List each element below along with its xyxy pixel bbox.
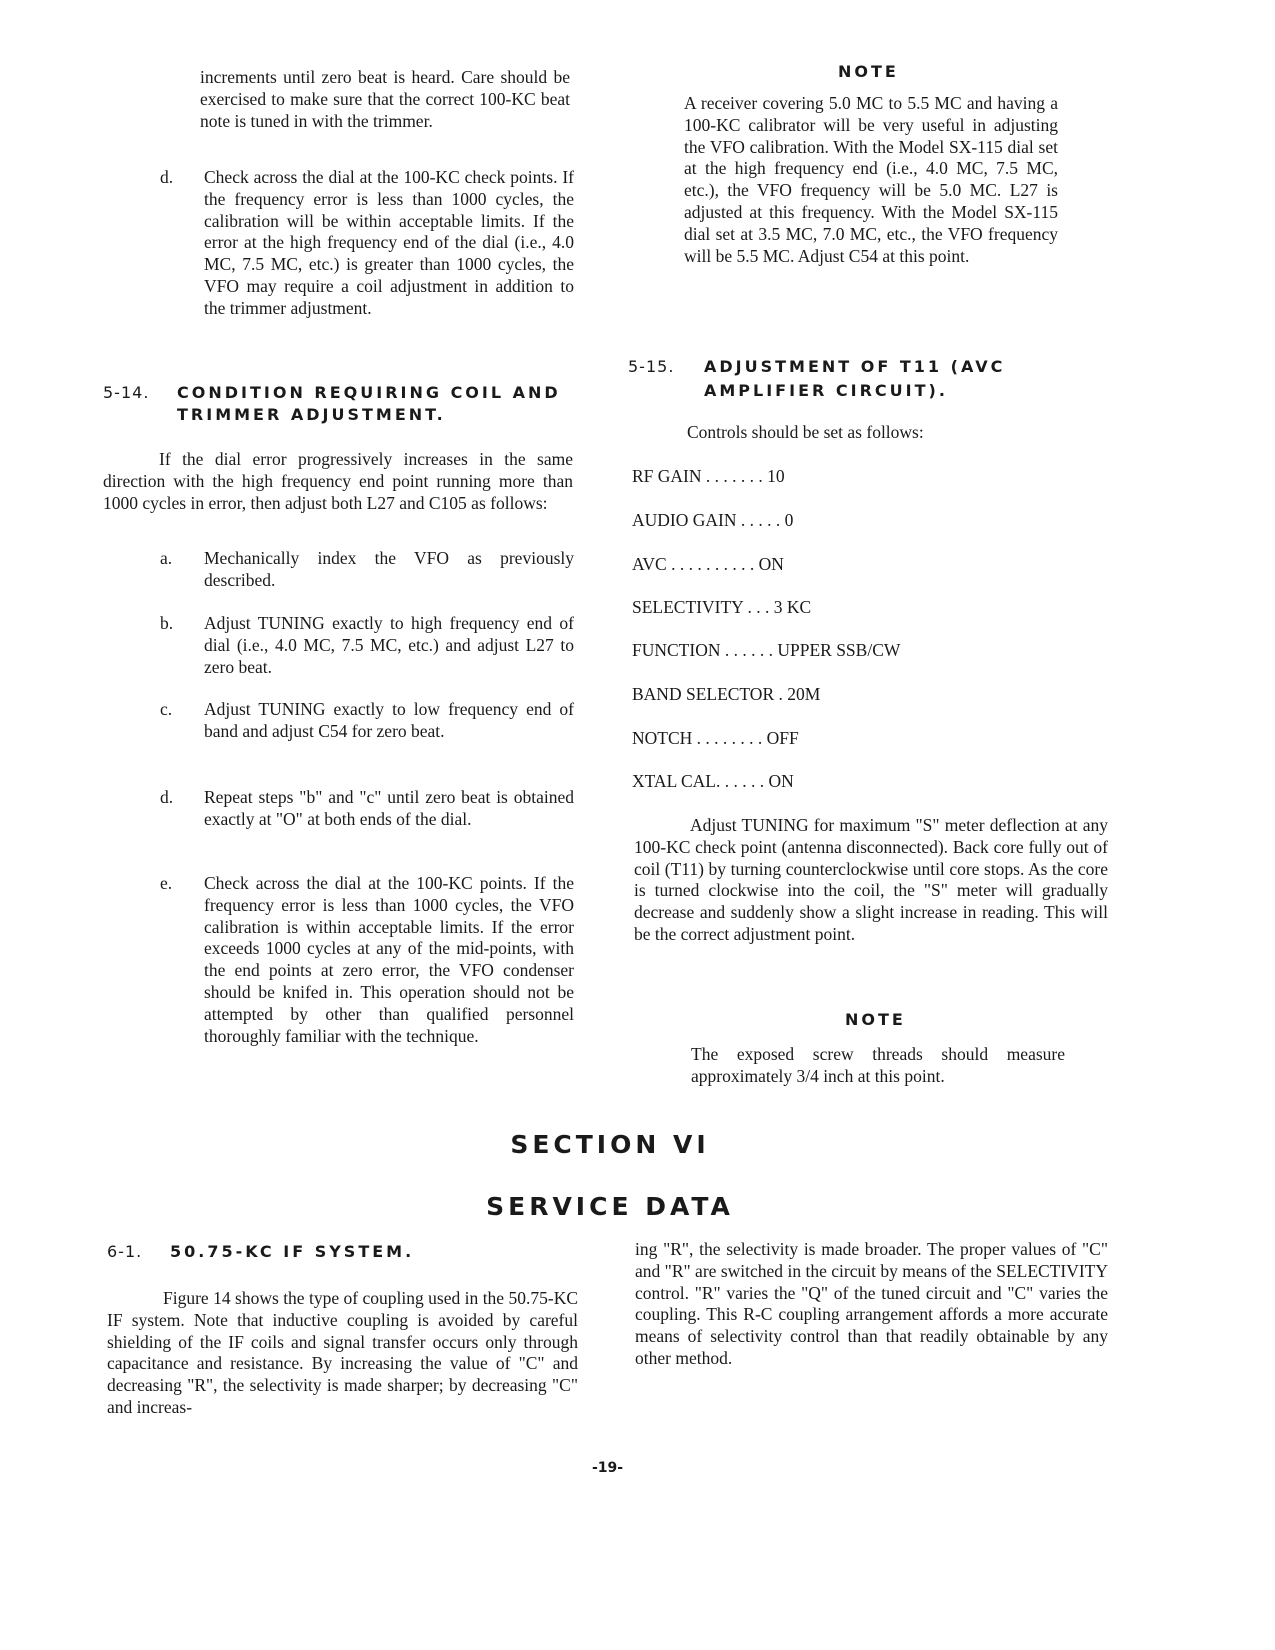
heading-6-1: 6-1. 50.75-KC IF SYSTEM. [107, 1242, 415, 1261]
if-system-paragraph: Figure 14 shows the type of coupling used in the 50.75-KC IF system. Note that inductive coupling is avoided by careful shielding of the IF coils and signal transfer occurs only through capacitance and resistance. By increasing the value of "C" and decreasing "R", the selectivity is made sharper; by decreasing "C" and increas- [107, 1288, 578, 1417]
setting-band-selector: BAND SELECTOR . 20M [632, 684, 821, 704]
setting-function: FUNCTION . . . . . . UPPER SSB/CW [632, 640, 901, 660]
setting-avc: AVC . . . . . . . . . . ON [632, 554, 784, 574]
heading-5-14: 5-14. CONDITION REQUIRING COIL AND TRIMMER ADJUSTMENT. [103, 383, 561, 424]
note-text: A receiver covering 5.0 MC to 5.5 MC and having a 100-KC calibrator will be very useful in adjusting the VFO calibration. With the Model SX-115 dial set at the high frequency end (i.e., 4.0 MC, 7.5 MC, etc.), the VFO frequency will be 5.0 MC. L27 is adjusted at this frequency. With the Model SX-115 dial set at 3.5 MC, 7.0 MC, etc., the VFO frequency will be 5.5 MC. Adjust C54 at this point. [684, 93, 1058, 266]
setting-notch: NOTCH . . . . . . . . OFF [632, 728, 799, 748]
note-text: The exposed screw threads should measure approximately 3/4 inch at this point. [691, 1044, 1065, 1086]
note-title: NOTE [838, 62, 899, 81]
setting-xtal-cal: XTAL CAL. . . . . . ON [632, 771, 794, 791]
setting-selectivity: SELECTIVITY . . . 3 KC [632, 597, 812, 617]
setting-audio-gain: AUDIO GAIN . . . . . 0 [632, 510, 794, 530]
section-subtitle: SERVICE DATA [486, 1192, 734, 1221]
if-system-paragraph-continued: ing "R", the selectivity is made broader. The proper values of "C" and "R" are switched in the circuit by means of the SELECTIVITY control. "R" varies the "Q" of the tuned circuit and "C" varies the coupling. This R-C coupling arrangement affords a more accurate means of selectivity control than that readily obtainable by any other method. [635, 1239, 1108, 1368]
note-title: NOTE [845, 1010, 906, 1029]
heading-5-15: 5-15. ADJUSTMENT OF T11 (AVC AMPLIFIER CIRCUIT). [628, 357, 1006, 400]
setting-rf-gain: RF GAIN . . . . . . . 10 [632, 466, 785, 486]
adjust-paragraph: Adjust TUNING for maximum "S" meter deflection at any 100-KC check point (antenna disconnected). Back core fully out of coil (T11) by turning counterclockwise until core stops. As the core is turned clockwise into the coil, the "S" meter will gradually decrease and suddenly show a slight increase in reading. This will be the correct adjustment point. [634, 815, 1108, 944]
page-number: -19- [592, 1460, 624, 1476]
section-title: SECTION VI [510, 1130, 710, 1159]
continued-paragraph: increments until zero beat is heard. Care should be exercised to make sure that the correct 100-KC beat note is tuned in with the trimmer. [200, 67, 570, 131]
paragraph-5-14: If the dial error progressively increases in the same direction with the high frequency end point running more than 1000 cycles in error, then adjust both L27 and C105 as follows: [103, 449, 573, 513]
controls-intro: Controls should be set as follows: [687, 422, 924, 442]
